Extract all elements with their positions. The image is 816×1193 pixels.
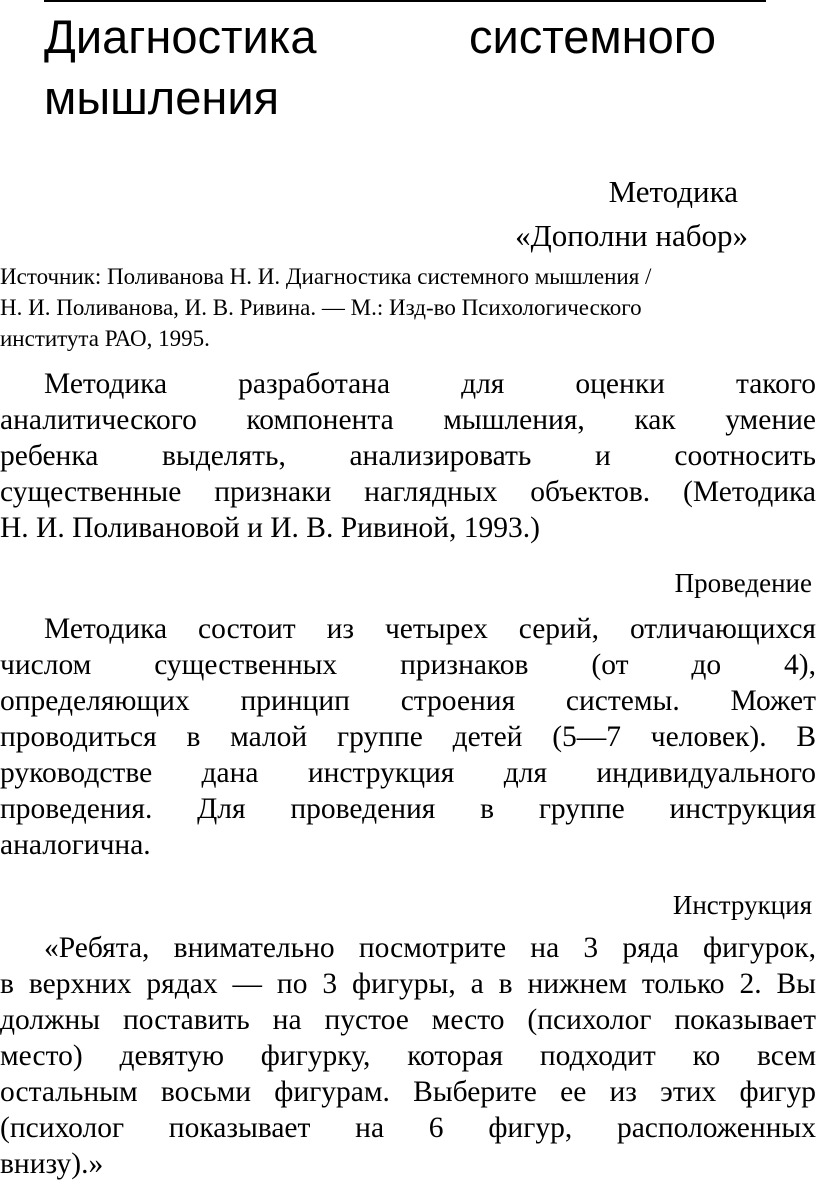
paragraph-line: проведения. Для проведения в группе инструкция xyxy=(0,793,816,825)
paragraph-line: Методика состоит из четырех серий, отличающихся xyxy=(44,613,816,645)
paragraph-line: аналитического компонента мышления, как умение xyxy=(0,404,816,436)
paragraph-purpose xyxy=(0,366,816,546)
source-line: Источник: Поливанова Н. И. Диагностика системного мышления / xyxy=(0,264,652,289)
subheading-instruction: Инструкция xyxy=(672,890,812,920)
paragraph-line: числом существенных признаков (от до 4), xyxy=(0,649,816,681)
page-title xyxy=(44,6,716,128)
method-heading xyxy=(515,170,748,258)
subheading-procedure: Проведение xyxy=(674,568,812,598)
paragraph-instruction xyxy=(0,930,816,1182)
method-name: «Дополни набор» xyxy=(515,218,748,253)
paragraph-procedure xyxy=(0,611,816,863)
paragraph-line: аналогична. xyxy=(0,829,151,861)
source-line: института РАО, 1995. xyxy=(0,326,210,351)
method-label: Методика xyxy=(608,174,738,209)
paragraph-line: ребенка выделять, анализировать и соотносить xyxy=(0,440,816,472)
title-word-2: системного xyxy=(468,10,716,63)
paragraph-line: место) девятую фигурку, которая подходит ко всем xyxy=(0,1040,816,1072)
paragraph-line: остальным восьми фигурам. Выберите ее из этих фигур xyxy=(0,1076,816,1108)
source-line: Н. И. Поливанова, И. В. Ривина. — М.: Изд-во Психологического xyxy=(0,295,642,320)
paragraph-line: должны поставить на пустое место (психолог показывает xyxy=(0,1004,816,1036)
paragraph-line: в верхних рядах — по 3 фигуры, а в нижнем только 2. Вы xyxy=(0,968,816,1000)
paragraph-line: существенные признаки наглядных объектов. (Методика xyxy=(0,476,816,508)
paragraph-line: внизу).» xyxy=(0,1148,104,1180)
title-line-2: мышления xyxy=(44,71,280,124)
paragraph-line: (психолог показывает на 6 фигур, расположенных xyxy=(0,1112,816,1144)
paragraph-line: Методика разработана для оценки такого xyxy=(44,368,816,400)
top-rule xyxy=(44,0,766,2)
paragraph-line: определяющих принцип строения системы. Может xyxy=(0,685,816,717)
paragraph-line: руководстве дана инструкция для индивидуального xyxy=(0,757,816,789)
title-word-1: Диагностика xyxy=(44,10,317,63)
paragraph-line: «Ребята, внимательно посмотрите на 3 ряда фигурок, xyxy=(44,932,816,964)
title-line-1 xyxy=(44,6,716,67)
paragraph-line: проводиться в малой группе детей (5—7 человек). В xyxy=(0,721,816,753)
source-citation xyxy=(0,261,816,354)
paragraph-line: Н. И. Поливановой и И. В. Ривиной, 1993.) xyxy=(0,512,540,544)
